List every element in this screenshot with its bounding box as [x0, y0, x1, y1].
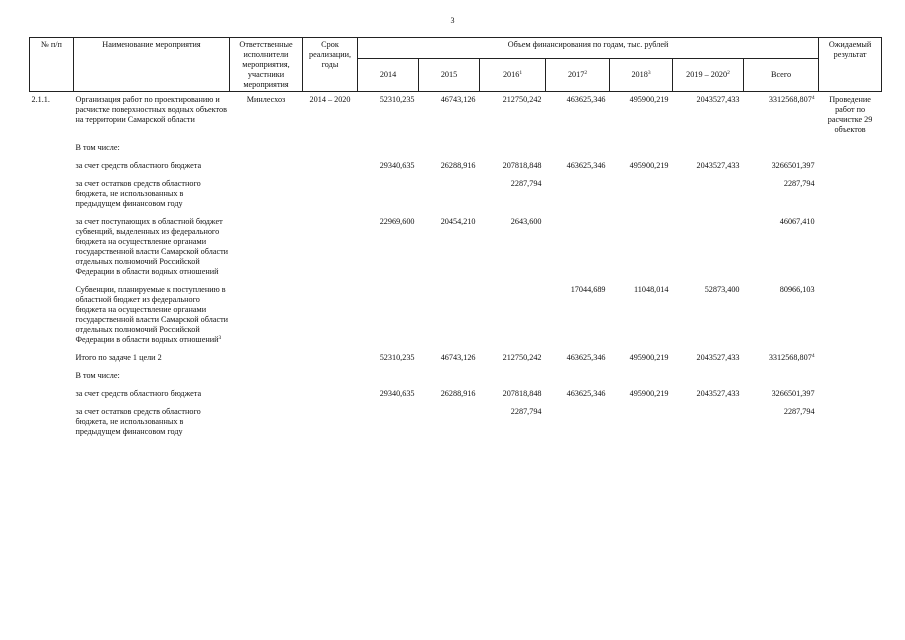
cell-num — [30, 161, 74, 171]
header-name: Наименование мероприятия — [74, 38, 230, 92]
row-spacer — [30, 171, 882, 179]
cell-value: 17044,689 — [570, 285, 606, 294]
table-row — [30, 353, 882, 363]
cell-value — [610, 143, 673, 153]
cell-value: 463625,346 — [566, 95, 606, 104]
cell-responsible — [230, 371, 303, 381]
cell-result — [819, 217, 882, 277]
cell-value — [610, 179, 673, 209]
row-spacer — [30, 399, 882, 407]
header-year: 2018$^3$ — [610, 59, 673, 92]
cell-value: 2043527,433 — [696, 389, 740, 398]
row-spacer-cell — [30, 277, 882, 285]
cell-value: 52873,400 — [704, 285, 740, 294]
row-spacer-cell — [30, 399, 882, 407]
footnote-marker: 1 — [519, 70, 523, 76]
cell-result — [819, 285, 882, 345]
cell-term — [303, 407, 358, 437]
cell-value: 2287,794 — [510, 407, 542, 416]
cell-name: за счет остатков средств областного бюджета, не использованных в предыдущем финансовом году — [75, 179, 201, 208]
cell-name: Итого по задаче 1 цели 2 — [75, 353, 162, 362]
cell-value — [419, 371, 480, 381]
cell-value — [358, 143, 419, 153]
cell-term: 2014 – 2020 — [309, 95, 351, 104]
footnote-marker: 4 — [811, 353, 815, 359]
cell-value — [546, 407, 610, 437]
cell-value: 463625,346 — [566, 161, 606, 170]
header-year: 2016$^1$ — [480, 59, 546, 92]
cell-responsible — [230, 389, 303, 399]
cell-value: 2287,794 — [783, 179, 815, 188]
cell-name: за счет средств областного бюджета — [75, 161, 202, 170]
header-responsible: Ответственные исполнители мероприятия, участники мероприятия — [230, 38, 303, 92]
cell-value — [419, 179, 480, 209]
cell-value: 212750,242 — [502, 95, 542, 104]
header-year: Всего — [744, 59, 819, 92]
cell-value: 2643,600 — [510, 217, 542, 226]
table-row — [30, 389, 882, 399]
footnote-marker: 2 — [584, 70, 588, 76]
cell-value — [480, 143, 546, 153]
cell-value: 3266501,397 — [771, 389, 815, 398]
cell-name: Организация работ по проектированию и расчистке поверхностных водных объектов на территории Самарской области — [75, 95, 227, 124]
cell-value — [419, 407, 480, 437]
cell-value — [610, 407, 673, 437]
cell-responsible — [230, 217, 303, 277]
row-spacer-cell — [30, 135, 882, 143]
cell-value — [546, 179, 610, 209]
row-spacer-cell — [30, 363, 882, 371]
cell-value: 207818,848 — [502, 161, 542, 170]
cell-name: В том числе: — [75, 371, 120, 380]
row-spacer — [30, 153, 882, 161]
cell-value — [358, 179, 419, 209]
row-spacer-cell — [30, 171, 882, 179]
cell-value: 2287,794 — [783, 407, 815, 416]
row-spacer — [30, 135, 882, 143]
cell-term — [303, 371, 358, 381]
cell-value: 463625,346 — [566, 353, 606, 362]
footnote-marker: 3 — [218, 335, 222, 341]
cell-value: 2287,794 — [510, 179, 542, 188]
cell-value: 29340,635 — [379, 389, 415, 398]
cell-value — [480, 371, 546, 381]
header-num: № п/п — [30, 38, 74, 92]
cell-value: 46743,126 — [440, 95, 476, 104]
cell-term — [303, 161, 358, 171]
cell-term — [303, 353, 358, 363]
table-row — [30, 179, 882, 209]
cell-responsible — [230, 179, 303, 209]
table-row — [30, 407, 882, 437]
cell-value — [546, 217, 610, 277]
footnote-marker: 4 — [811, 95, 815, 101]
cell-value: 26288,916 — [440, 161, 476, 170]
cell-value — [610, 217, 673, 277]
cell-value: 463625,346 — [566, 389, 606, 398]
cell-num — [30, 389, 74, 399]
header-year: 2019 – 2020$^2$ — [673, 59, 744, 92]
cell-value — [358, 407, 419, 437]
cell-name: за счет поступающих в областной бюджет субвенций, выделенных из федерального бюджета на осуществление органами государственной власти Самарской области отдельных полномочий Российской Федерации в области водных отношений — [75, 217, 229, 276]
cell-value — [673, 217, 744, 277]
cell-name: за счет средств областного бюджета — [75, 389, 202, 398]
cell-term — [303, 285, 358, 345]
cell-value: 495900,219 — [629, 389, 669, 398]
cell-value — [673, 179, 744, 209]
cell-value: 207818,848 — [502, 389, 542, 398]
row-spacer — [30, 363, 882, 371]
row-spacer — [30, 381, 882, 389]
cell-value: 495900,219 — [629, 95, 669, 104]
row-spacer-cell — [30, 209, 882, 217]
table-header-row — [30, 38, 882, 59]
cell-value: 26288,916 — [440, 389, 476, 398]
row-spacer-cell — [30, 381, 882, 389]
cell-responsible — [230, 285, 303, 345]
header-financing: Объем финансирования по годам, тыс. рублей — [358, 38, 819, 59]
cell-value — [358, 371, 419, 381]
cell-value: 2043527,433 — [696, 161, 740, 170]
cell-value — [744, 371, 819, 381]
cell-num — [30, 179, 74, 209]
footnote-marker: 2 — [727, 70, 730, 76]
cell-value: 52310,235 — [379, 95, 415, 104]
header-year: 2014 — [358, 59, 419, 92]
cell-num: 2.1.1. — [31, 95, 50, 104]
cell-value: 212750,242 — [502, 353, 542, 362]
cell-value — [673, 371, 744, 381]
cell-value: 20454,210 — [440, 217, 476, 226]
cell-result — [819, 407, 882, 437]
cell-value — [419, 285, 480, 345]
row-spacer-cell — [30, 153, 882, 161]
row-spacer-cell — [30, 345, 882, 353]
cell-value: 46067,410 — [779, 217, 815, 226]
cell-value — [358, 285, 419, 345]
cell-value: 46743,126 — [440, 353, 476, 362]
cell-result — [819, 143, 882, 153]
cell-value — [480, 285, 546, 345]
cell-value — [546, 371, 610, 381]
row-spacer — [30, 209, 882, 217]
cell-name: за счет остатков средств областного бюджета, не использованных в предыдущем финансовом году — [75, 407, 201, 436]
header-year: 2015 — [419, 59, 480, 92]
cell-responsible — [230, 161, 303, 171]
cell-num — [30, 371, 74, 381]
cell-value — [744, 143, 819, 153]
cell-value — [610, 371, 673, 381]
cell-value: 80966,103 — [779, 285, 815, 294]
cell-num — [30, 217, 74, 277]
cell-value: 495900,219 — [629, 161, 669, 170]
cell-name: Субвенции, планируемые к поступлению в областной бюджет из федерального бюджета на осуществление органами государственной власти Самарской области отдельных полномочий Российской Федерации в области водных отношений$^3$ — [75, 285, 229, 344]
cell-value: 3266501,397 — [771, 161, 815, 170]
cell-result — [819, 179, 882, 209]
cell-value — [546, 143, 610, 153]
cell-value: 495900,219 — [629, 353, 669, 362]
cell-result: Проведение работ по расчистке 29 объектов — [827, 95, 873, 134]
cell-value — [673, 407, 744, 437]
cell-result — [819, 389, 882, 399]
cell-responsible — [230, 407, 303, 437]
cell-value: 52310,235 — [379, 353, 415, 362]
table-row — [30, 371, 882, 381]
cell-responsible — [230, 143, 303, 153]
page-number: 3 — [450, 16, 455, 25]
table-row — [30, 92, 882, 136]
cell-value: 2043527,433 — [696, 95, 740, 104]
cell-term — [303, 143, 358, 153]
cell-term — [303, 217, 358, 277]
cell-responsible — [230, 353, 303, 363]
cell-value — [673, 143, 744, 153]
cell-num — [30, 143, 74, 153]
cell-value: 22969,600 — [379, 217, 415, 226]
cell-value: 3312568,807$^4$ — [768, 353, 815, 362]
cell-result — [819, 371, 882, 381]
header-term: Срок реализации, годы — [303, 38, 358, 92]
cell-value: 3312568,807$^4$ — [768, 95, 815, 104]
table-body — [30, 92, 882, 438]
table-row — [30, 217, 882, 277]
footnote-marker: 3 — [647, 70, 651, 76]
cell-num — [30, 285, 74, 345]
cell-value: 2043527,433 — [696, 353, 740, 362]
cell-term — [303, 179, 358, 209]
financing-table — [29, 37, 882, 437]
cell-num — [30, 353, 74, 363]
cell-term — [303, 389, 358, 399]
table-row — [30, 161, 882, 171]
header-result: Ожидаемый результат — [819, 38, 882, 92]
row-spacer — [30, 345, 882, 353]
row-spacer — [30, 277, 882, 285]
cell-num — [30, 407, 74, 437]
table-row — [30, 285, 882, 345]
cell-name: В том числе: — [75, 143, 120, 152]
cell-value: 11048,014 — [634, 285, 669, 294]
header-year: 2017$^2$ — [546, 59, 610, 92]
cell-value — [419, 143, 480, 153]
cell-result — [819, 353, 882, 363]
cell-result — [819, 161, 882, 171]
cell-responsible: Минлесхоз — [246, 95, 286, 104]
cell-value: 29340,635 — [379, 161, 415, 170]
table-row — [30, 143, 882, 153]
